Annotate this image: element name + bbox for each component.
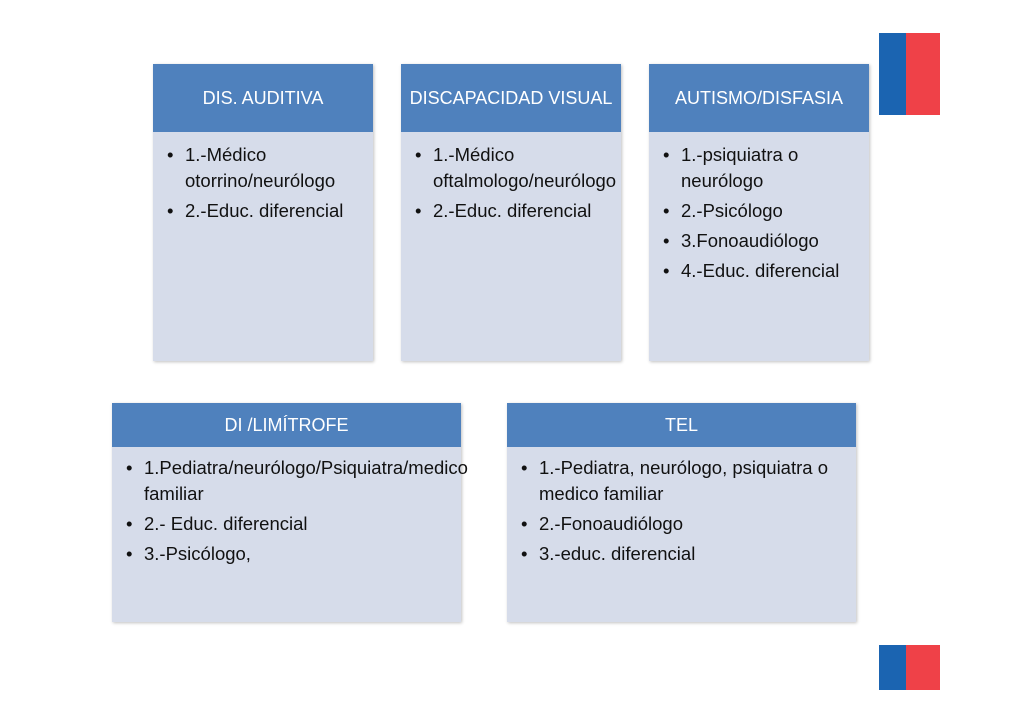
- card-header: TEL: [507, 403, 856, 447]
- card-autismo-disfasia: [649, 64, 869, 361]
- card-dis-auditiva: [153, 64, 373, 361]
- list-item: • 2.-Psicólogo: [661, 198, 859, 224]
- list-item: • 1.Pediatra/neurólogo/Psiquiatra/medico familiar: [124, 455, 451, 507]
- list-item: • 1.-Médico oftalmologo/neurólogo: [413, 142, 611, 194]
- card-list: [649, 132, 869, 284]
- flag-red-stripe: [906, 645, 940, 690]
- list-item: • 2.- Educ. diferencial: [124, 511, 451, 537]
- list-item: • 4.-Educ. diferencial: [661, 258, 859, 284]
- card-list: [112, 447, 468, 567]
- flag-logo-top: [879, 33, 940, 115]
- card-list: [401, 132, 621, 224]
- list-item: • 2.-Fonoaudiólogo: [519, 511, 846, 537]
- list-item: • 3.-Psicólogo,: [124, 541, 451, 567]
- list-item: • 1.-Médico otorrino/neurólogo: [165, 142, 363, 194]
- flag-blue-stripe: [879, 33, 906, 115]
- flag-logo-bottom: [879, 645, 940, 690]
- card-discapacidad-visual: [401, 64, 621, 361]
- card-list: [507, 447, 856, 567]
- card-di-limitrofe: [112, 403, 468, 622]
- flag-blue-stripe: [879, 645, 906, 690]
- list-item: • 3.-educ. diferencial: [519, 541, 846, 567]
- list-item: • 3.Fonoaudiólogo: [661, 228, 859, 254]
- list-item: • 1.-Pediatra, neurólogo, psiquiatra o medico familiar: [519, 455, 846, 507]
- flag-red-stripe: [906, 33, 940, 115]
- card-header: DISCAPACIDAD VISUAL: [401, 64, 621, 132]
- list-item: • 2.-Educ. diferencial: [413, 198, 611, 224]
- card-header: AUTISMO/DISFASIA: [649, 64, 869, 132]
- list-item: • 2.-Educ. diferencial: [165, 198, 363, 224]
- card-list: [153, 132, 373, 224]
- card-header: DIS. AUDITIVA: [153, 64, 373, 132]
- list-item: • 1.-psiquiatra o neurólogo: [661, 142, 859, 194]
- card-header: DI /LIMÍTROFE: [112, 403, 461, 447]
- card-tel: [507, 403, 856, 622]
